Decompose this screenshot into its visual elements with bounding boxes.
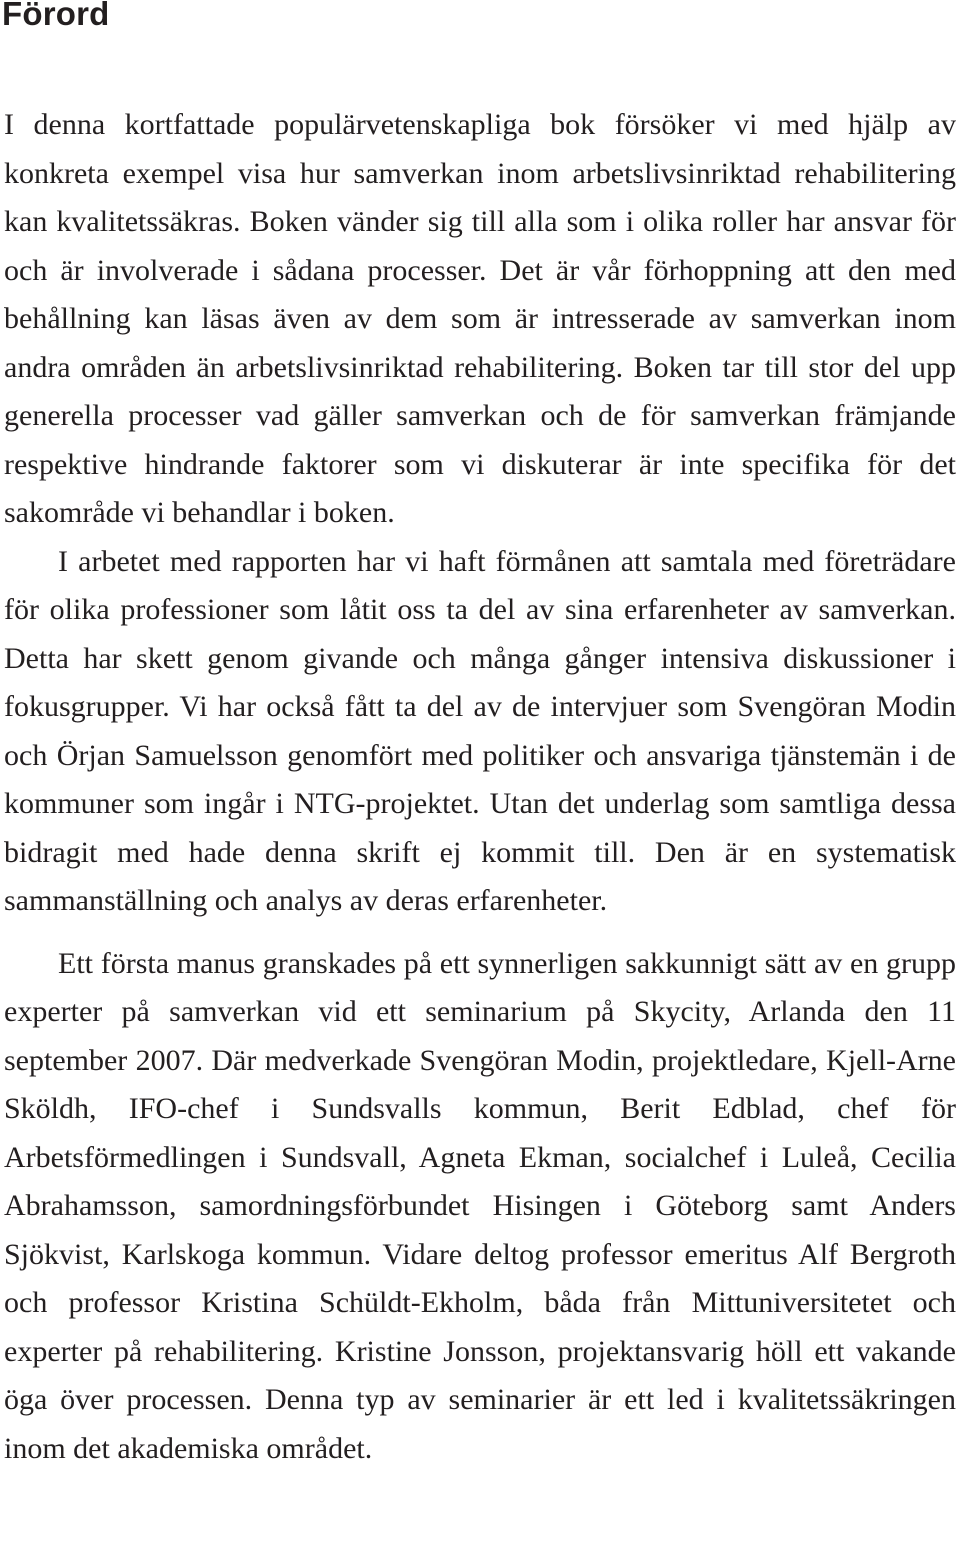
body-text	[4, 101, 956, 1473]
paragraph-3: Ett första manus granskades på ett synnerligen sakkunnigt sätt av en grupp experter på samverkan vid ett seminarium på Skycity, Arlanda den 11 september 2007. Där medverkade Svengöran Modin, projektledare, Kjell-Arne Sköldh, IFO-chef i Sundsvalls kommun, Berit Edblad, chef för Arbetsförmedlingen i Sundsvall, Agneta Ekman, socialchef i Luleå, Cecilia Abrahamsson, samordningsförbundet Hisingen i Göteborg samt Anders Sjökvist, Karlskoga kommun. Vidare deltog professor emeritus Alf Bergroth och professor Kristina Schüldt-Ekholm, båda från Mittuniversitetet och experter på rehabilitering. Kristine Jonsson, projektansvarig höll ett vakande öga över processen. Denna typ av seminarier är ett led i kvalitetssäkringen inom det akademiska området.	[4, 946, 956, 1465]
paragraph-2: I arbetet med rapporten har vi haft förmånen att samtala med företrädare för olika professioner som låtit oss ta del av sina erfarenheter av samverkan. Detta har skett genom givande och många gånger intensiva diskussioner i fokusgrupper. Vi har också fått ta del av de intervjuer som Svengöran Modin och Örjan Samuelsson genomfört med politiker och ansvariga tjänstemän i de kommuner som ingår i NTG-projektet. Utan det underlag som samtliga dessa bidragit med hade denna skrift ej kommit till. Den är en systematisk sammanställning och analys av deras erfarenheter.	[4, 544, 956, 917]
paragraph-1: I denna kortfattade populärvetenskapliga bok försöker vi med hjälp av konkreta exempel visa hur samverkan inom arbetslivsinriktad rehabilitering kan kvalitetssäkras. Boken vänder sig till alla som i olika roller har ansvar för och är involverade i sådana processer. Det är vår förhoppning att den med behållning kan läsas även av dem som är intresserade av samverkan inom andra områden än arbetslivsinriktad rehabilitering. Boken tar till stor del upp generella processer vad gäller samverkan och de för samverkan främjande respektive hindrande faktorer som vi diskuterar är inte specifika för det sakområde vi behandlar i boken.	[4, 108, 956, 529]
page-title: Förord	[2, 0, 110, 32]
